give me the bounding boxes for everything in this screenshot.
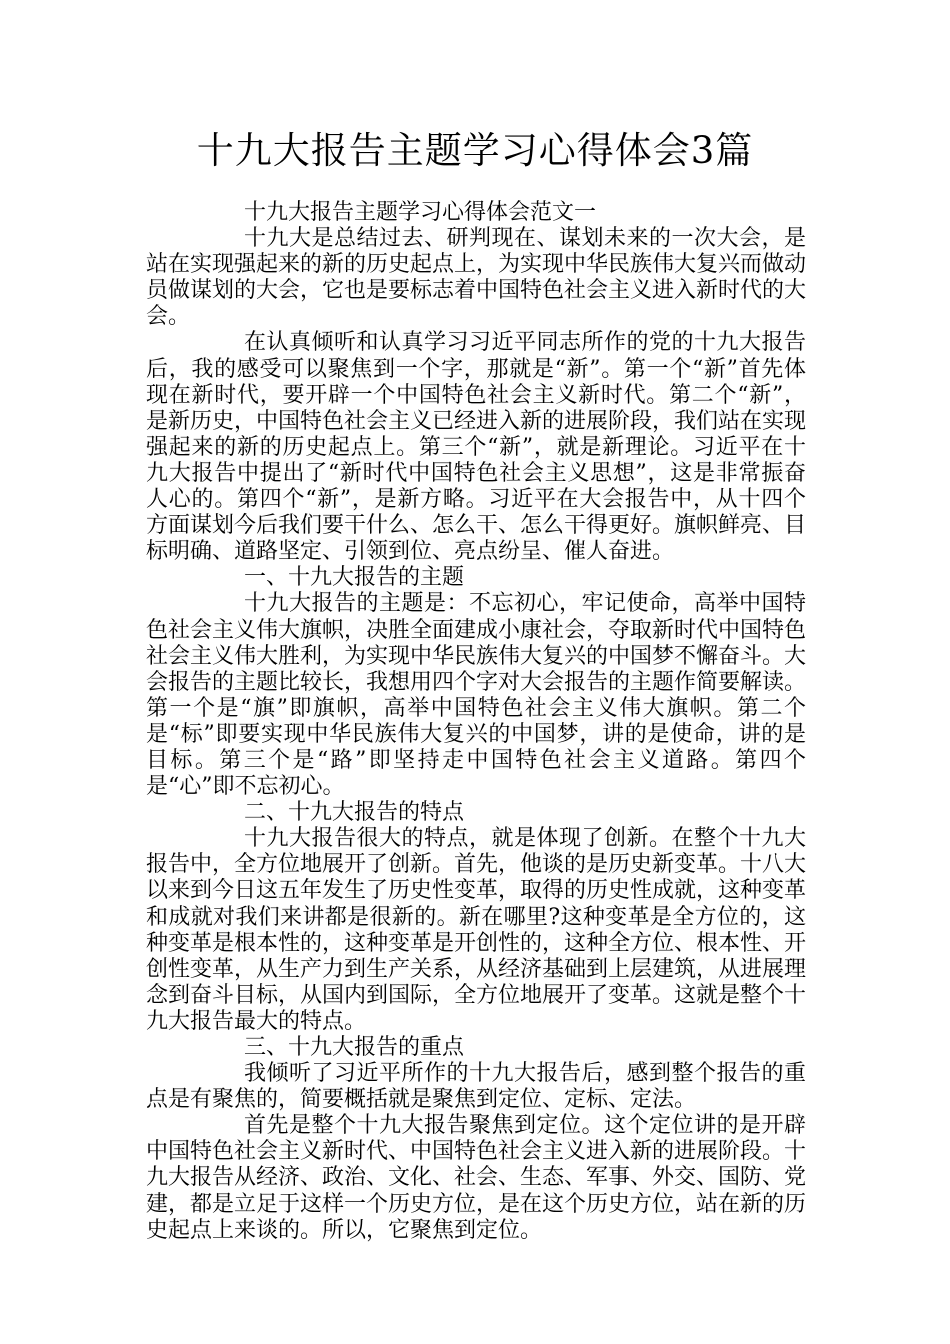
- paragraph: 首先是整个十九大报告聚焦到定位。这个定位讲的是开辟中国特色社会主义新时代、中国特色社会主义进入新的进展阶段。十九大报告从经济、政治、文化、社会、生态、军事、外交、国防、党建，都是立足于这样一个历史方位，是在这个历史方位，站在新的历史起点上来谈的。所以，它聚焦到定位。: [146, 1113, 807, 1243]
- paragraph: 十九大是总结过去、研判现在、谋划未来的一次大会，是站在实现强起来的新的历史起点上，为实现中华民族伟大复兴而做动员做谋划的大会，它也是要标志着中国特色社会主义进入新时代的大会。: [146, 226, 807, 330]
- paragraph: 十九大报告的主题是：不忘初心，牢记使命，高举中国特色社会主义伟大旗帜，决胜全面建成小康社会，夺取新时代中国特色社会主义伟大胜利，为实现中华民族伟大复兴的中国梦不懈奋斗。大会报告的主题比较长，我想用四个字对大会报告的主题作简要解读。第一个是“旗”即旗帜，高举中国特色社会主义伟大旗帜。第二个是“标”即要实现中华民族伟大复兴的中国梦，讲的是使命，讲的是目标。第三个是“路”即坚持走中国特色社会主义道路。第四个是“心”即不忘初心。: [146, 591, 807, 800]
- document-body: [146, 200, 806, 1244]
- document-subtitle: 十九大报告主题学习心得体会范文一: [244, 200, 597, 225]
- section-heading-theme: 一、十九大报告的主题: [244, 565, 465, 591]
- paragraph: 十九大报告很大的特点，就是体现了创新。在整个十九大报告中，全方位地展开了创新。首先，他谈的是历史新变革。十八大以来到今日这五年发生了历史性变革，取得的历史性成就，这种变革和成就对我们来讲都是很新的。新在哪里?这种变革是全方位的，这种变革是根本性的，这种变革是开创性的，这种全方位、根本性、开创性变革，从生产力到生产关系，从经济基础到上层建筑，从进展理念到奋斗目标，从国内到国际，全方位地展开了变革。这就是整个十九大报告最大的特点。: [146, 826, 807, 1034]
- document-title: 十九大报告主题学习心得体会3篇: [196, 129, 754, 172]
- section-heading-focus: 三、十九大报告的重点: [244, 1035, 465, 1060]
- section-heading-features: 二、十九大报告的特点: [244, 800, 465, 826]
- paragraph: 我倾听了习近平所作的十九大报告后，感到整个报告的重点是有聚焦的，简要概括就是聚焦到定位、定标、定法。: [146, 1061, 806, 1113]
- paragraph: 在认真倾听和认真学习习近平同志所作的党的十九大报告后，我的感受可以聚焦到一个字，那就是“新”。第一个“新”首先体现在新时代，要开辟一个中国特色社会主义新时代。第二个“新”，是新历史，中国特色社会主义已经进入新的进展阶段，我们站在实现强起来的新的历史起点上。第三个“新”，就是新理论。习近平在十九大报告中提出了“新时代中国特色社会主义思想”，这是非常振奋人心的。第四个“新”，是新方略。习近平在大会报告中，从十四个方面谋划今后我们要干什么、怎么干、怎么干得更好。旗帜鲜亮、目标明确、道路坚定、引领到位、亮点纷呈、催人奋进。: [146, 330, 807, 565]
